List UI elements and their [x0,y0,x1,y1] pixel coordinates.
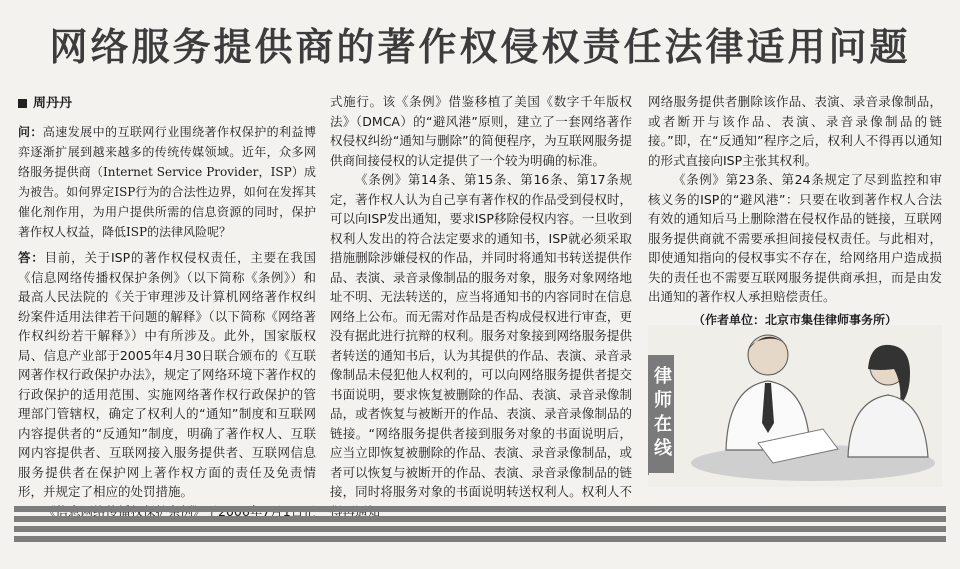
column-2 [330,92,632,521]
stripe-divider [14,516,946,522]
square-bullet-icon [18,99,27,108]
paragraph: 式施行。该《条例》借鉴移植了美国《数字千年版权法》（DMCA）的“避风港”原则，建立了一套网络著作权侵权纠纷“通知与删除”的简便程序，为互联网服务提供商间接侵权的认定提供了一个较为明确的标准。 [330,94,632,168]
paragraph: 网络服务提供者删除该作品、表演、录音录像制品，或者断开与该作品、表演、录音录像制品的链接。”即，在“反通知”程序之后，权利人不得再以通知的形式直接向ISP主张其权利。 [648,94,942,168]
byline [18,92,72,111]
question-block [18,122,316,242]
column-3 [648,92,942,330]
paragraph: 《条例》第14条、第15条、第16条、第17条规定，著作权人认为自己享有著作权的作品受到侵权时，可以向ISP发出通知，要求ISP移除侵权内容。一旦收到权利人发出的符合法定要求的通知书，ISP就必须采取措施删除涉嫌侵权的作品，并同时将通知书转送提供作品、表演、录音录像制品的服务对象，服务对象网络地址不明、无法转送的，应当将通知书的内容同时在信息网络上公布。而无需对作品是否构成侵权进行审查，更没有据此进行抗辩的权利。服务对象接到网络服务提供者转送的通知书后，认为其提供的作品、表演、录音录像制品未侵犯他人权利的，可以向网络服务提供者提交书面说明，要求恢复被删除的作品、表演、录音录像制品，或者恢复与被断开的作品、表演、录音录像制品的链接。“网络服务提供者接到服务对象的书面说明后，应当立即恢复被删除的作品、表演、录音录像制品，或者可以恢复与被断开的作品、表演、录音录像制品的链接，同时将服务对象的书面说明转送权利人。权利人不 [330,172,632,499]
question-label: 问： [18,125,43,139]
stripe-divider [14,536,946,542]
illustration-lawyers [648,325,942,487]
column-1 [18,122,316,521]
answer-label: 答： [18,250,45,265]
question-text: 高速发展中的互联网行业围绕著作权保护的利益博弈逐渐扩展到越来越多的传统传媒领域。近年，众多网络服务提供商（Internet Service Provider，ISP）成为被告。如何界定ISP行为的合法性边界，如何在发挥其催化剂作用，为用户提供所需的信息资源的同时，保护著作权人权益，降低ISP的法律风险呢？ [18,125,316,239]
author-affiliation: （作者单位：北京市集佳律师事务所） [692,312,897,327]
article-title: 网络服务提供商的著作权侵权责任法律适用问题 [49,25,911,69]
paragraph: 《条例》第23条、第24条规定了尽到监控和审核义务的ISP的“避风港”：只要在收到著作权人合法有效的通知后马上删除潜在侵权作品的链接，互联网服务提供商就不需要承担间接侵权责任。与此相对，即使通知指向的侵权事实不存在，给网络用户造成损失的责任也不需要互联网服务提供商承担，而是由发出通知的著作权人承担赔偿责任。 [648,172,942,304]
column-badge: 律师在线 [648,355,674,473]
decorative-stripes [14,506,946,556]
author-name: 周丹丹 [33,96,73,111]
answer-paragraph [18,248,316,502]
answer-text: 目前，关于ISP的著作权侵权责任，主要在我国《信息网络传播权保护条例》（以下简称《条例》）和最高人民法院的《关于审理涉及计算机网络著作权纠纷案件适用法律若干问题的解释》（以下简称《网络著作权纠纷若干解释》）中有所涉及。此外，国家版权局、信息产业部于2005年4月30日联合颁布的《互联网著作权行政保护办法》，规定了网络环境下著作权的行政保护的适用范围、实施网络著作权行政保护的管理部门管辖权，确定了权利人的“通知”制度和互联网内容提供者的“反通知”制度，明确了著作权人、互联网内容提供者、互联网接入服务提供者、互联网信息服务提供者在保护网上著作权方面的责任及免责情形，并规定了相应的处罚措施。 [18,250,316,499]
stripe-divider [14,526,946,532]
stripe-divider [14,506,946,512]
